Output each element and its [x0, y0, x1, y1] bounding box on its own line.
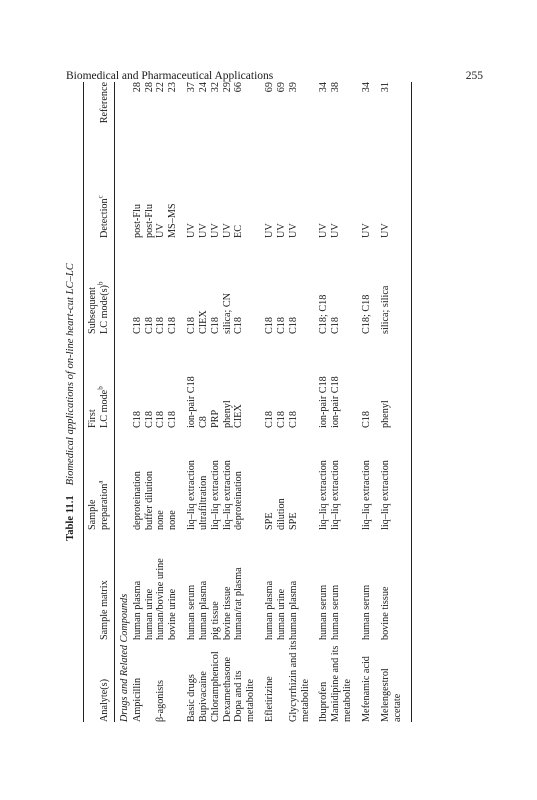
- cell-prep: SPE dilution: [264, 498, 287, 530]
- cell-prep: deproteination: [233, 471, 245, 530]
- cell-first-lc: C18 C18: [131, 411, 155, 428]
- cell-subsequent-lc: C18: [209, 317, 221, 334]
- cell-analyte: Melengestrol acetate: [379, 668, 403, 722]
- cell-reference: 29: [221, 82, 233, 93]
- table-row: [361, 82, 373, 722]
- cell-prep: none none: [155, 510, 179, 530]
- cell-reference: 22 23: [155, 82, 179, 93]
- cell-subsequent-lc: C18: [186, 317, 198, 334]
- cell-matrix: bovine tissue: [379, 586, 391, 640]
- cell-subsequent-lc: C18: [287, 317, 299, 334]
- table-row: [264, 82, 288, 722]
- cell-matrix: human serum: [186, 584, 198, 640]
- table-row: [233, 82, 257, 722]
- header-first-footnote: b: [96, 386, 105, 390]
- cell-analyte: Manidipine and its metabolite: [330, 645, 354, 722]
- cell-first-lc: CIEX: [233, 404, 245, 428]
- cell-detection: UV UV: [264, 223, 287, 238]
- cell-analyte: Dexamethasone: [221, 656, 233, 722]
- cell-prep: liq–liq extraction: [209, 460, 221, 530]
- row-spacer: [373, 82, 380, 722]
- row-spacer: [354, 82, 361, 722]
- table-row: [132, 82, 156, 722]
- page-number: 255: [465, 70, 483, 82]
- cell-matrix: human serum: [318, 584, 330, 640]
- cell-first-lc: C18 C18: [264, 411, 287, 428]
- cell-matrix: human plasma human urine: [131, 580, 155, 640]
- cell-matrix: human serum: [360, 584, 372, 640]
- cell-subsequent-lc: C18 C18: [155, 317, 179, 334]
- cell-analyte: Ibuprofen: [318, 681, 330, 722]
- table-row: [288, 82, 312, 722]
- cell-first-lc: C18: [287, 411, 299, 428]
- cell-reference: 31: [379, 82, 391, 93]
- cell-analyte: Mefenamic acid: [360, 656, 372, 722]
- cell-matrix: bovine tissue: [221, 586, 233, 640]
- cell-subsequent-lc: C18 C18: [131, 317, 155, 334]
- table-caption-text: Biomedical applications of on-line heart-cut LC–LC: [65, 263, 76, 486]
- cell-first-lc: C8: [197, 416, 209, 428]
- cell-prep: SPE: [287, 512, 299, 530]
- header-prep-text: Sample preparation: [87, 483, 111, 530]
- header-subsequent: [87, 238, 111, 334]
- cell-first-lc: ion-pair C18: [186, 376, 198, 428]
- cell-subsequent-lc: C18 C18: [264, 317, 287, 334]
- header-subsequent-footnote: b: [96, 281, 105, 286]
- header-detection: [96, 164, 111, 238]
- cell-analyte: Basic drugs: [186, 674, 198, 722]
- cell-subsequent-lc: C18; C18: [318, 294, 330, 334]
- running-head-title: Biomedical and Pharmaceutical Applications: [66, 70, 274, 82]
- cell-subsequent-lc: silica; CN: [221, 292, 233, 334]
- cell-detection: UV: [221, 223, 233, 238]
- row-spacer: [311, 82, 318, 722]
- cell-detection: UV: [287, 223, 299, 238]
- cell-reference: 38: [330, 82, 342, 93]
- table-body: [115, 82, 403, 722]
- cell-first-lc: phenyl: [379, 400, 391, 428]
- header-detection-footnote: c: [96, 195, 105, 199]
- table-row: [198, 82, 210, 722]
- table-row: [330, 82, 354, 722]
- section-label: Drugs and Related Compounds: [118, 593, 130, 722]
- cell-matrix: human/rat plasma: [233, 567, 245, 640]
- cell-subsequent-lc: C18; C18: [360, 294, 372, 334]
- cell-detection: post-Flu post-Flu: [131, 204, 155, 238]
- cell-reference: 39: [287, 82, 299, 93]
- cell-analyte: Efletirizine: [264, 676, 276, 722]
- cell-detection: UV MS–MS: [155, 203, 179, 238]
- cell-matrix: human plasma: [287, 580, 299, 640]
- cell-first-lc: phenyl: [221, 400, 233, 428]
- cell-prep: liq–liq extraction: [221, 460, 233, 530]
- cell-reference: 34: [318, 82, 330, 93]
- cell-analyte: Chloramphenicol: [209, 651, 221, 722]
- cell-matrix: human/bovine urine bovine urine: [155, 558, 179, 640]
- cell-prep: liq–liq extraction: [186, 460, 198, 530]
- cell-prep: ultrafiltration: [197, 475, 209, 530]
- header-subsequent-text: Subsequent LC mode(s): [87, 285, 111, 334]
- cell-prep: deproteination buffer dilution: [131, 471, 155, 530]
- cell-analyte: β-agonists: [155, 680, 167, 722]
- cell-detection: UV: [330, 223, 342, 238]
- header-matrix: Sample matrix: [99, 580, 111, 640]
- table-row: [318, 82, 330, 722]
- cell-reference: 32: [209, 82, 221, 93]
- cell-detection: UV: [209, 223, 221, 238]
- table-number: Table 11.1: [65, 495, 76, 541]
- table-header: [84, 82, 114, 722]
- table-row: [210, 82, 222, 722]
- header-detection-text: Detection: [99, 198, 111, 238]
- table-row: [155, 82, 179, 722]
- table-row: [380, 82, 404, 722]
- cell-first-lc: C18: [360, 411, 372, 428]
- cell-subsequent-lc: CIEX: [197, 310, 209, 334]
- cell-reference: 37: [186, 82, 198, 93]
- cell-analyte: Bupivacaine: [197, 671, 209, 722]
- header-analyte: Analyte(s): [99, 679, 111, 722]
- cell-detection: UV: [186, 223, 198, 238]
- header-prep: [87, 428, 111, 530]
- cell-first-lc: ion-pair C18: [318, 376, 330, 428]
- cell-detection: UV: [318, 223, 330, 238]
- bottom-rule: [411, 82, 412, 722]
- cell-matrix: pig tissue: [209, 601, 221, 640]
- cell-reference: 24: [197, 82, 209, 93]
- row-spacer: [257, 82, 264, 722]
- cell-matrix: human plasma human urine: [264, 580, 287, 640]
- cell-prep: liq–liq extraction: [330, 460, 342, 530]
- rotated-table-block: [65, 82, 475, 722]
- cell-subsequent-lc: C18: [233, 317, 245, 334]
- cell-matrix: human serum: [330, 584, 342, 640]
- header-first: [87, 334, 111, 428]
- cell-analyte: Dopa and its metabolite: [233, 670, 257, 722]
- cell-detection: EC: [233, 224, 245, 238]
- cell-detection: UV: [360, 223, 372, 238]
- header-first-text: First LC mode: [87, 389, 111, 428]
- cell-reference: 66: [233, 82, 245, 93]
- cell-first-lc: C18 C18: [155, 411, 179, 428]
- cell-first-lc: ion-pair C18: [330, 376, 342, 428]
- row-spacer: [179, 82, 186, 722]
- table-row: [186, 82, 198, 722]
- cell-first-lc: PRP: [209, 409, 221, 428]
- cell-detection: UV: [197, 223, 209, 238]
- cell-prep: liq–liq extraction: [379, 460, 391, 530]
- cell-prep: liq–liq extraction: [318, 460, 330, 530]
- cell-matrix: human plasma: [197, 580, 209, 640]
- header-reference: Reference: [99, 82, 111, 124]
- cell-analyte: Glycyrrhizin and its metabolite: [287, 640, 311, 722]
- running-head: [66, 70, 483, 82]
- cell-analyte: Ampicillin: [131, 677, 143, 722]
- cell-detection: UV: [379, 223, 391, 238]
- header-prep-footnote: a: [96, 480, 105, 484]
- cell-reference: 28 28: [131, 82, 155, 93]
- cell-reference: 34: [360, 82, 372, 93]
- cell-subsequent-lc: C18: [330, 317, 342, 334]
- table-row: [222, 82, 234, 722]
- table-caption: [65, 82, 77, 722]
- cell-reference: 69 69: [264, 82, 287, 93]
- cell-subsequent-lc: silica; silica: [379, 285, 391, 334]
- cell-prep: liq–liq extraction: [360, 460, 372, 530]
